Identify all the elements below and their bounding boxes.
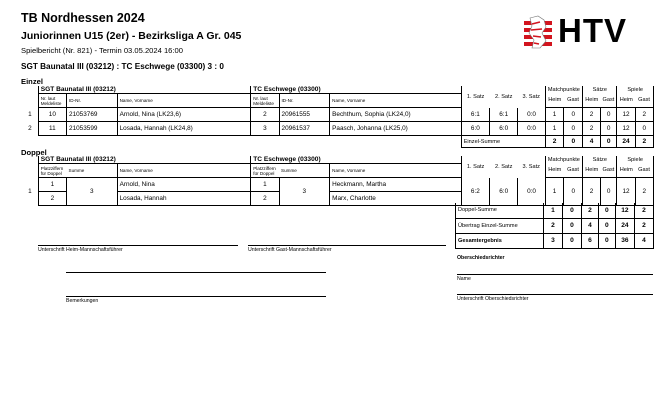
doubles-table — [22, 156, 654, 206]
mp-guest: 0 — [564, 122, 583, 136]
set3-score: 0:0 — [518, 178, 545, 206]
row-index: 1 — [28, 111, 32, 118]
sum-sets-home: 4 — [583, 136, 601, 148]
games-guest: 2 — [635, 178, 653, 206]
col-sets: Sätze — [583, 156, 617, 164]
gesamt-row — [456, 233, 654, 248]
guest-nr: 3 — [251, 122, 279, 136]
col-set1: 1. Satz — [461, 156, 489, 178]
row-index: 2 — [28, 125, 32, 132]
col-id-guest: ID-Nr. — [279, 94, 330, 108]
row-index: 1 — [28, 188, 32, 195]
col-places: Platzziffern für Doppel — [38, 164, 66, 178]
games-guest: 0 — [635, 122, 653, 136]
set1-score: 6:1 — [461, 108, 489, 122]
set1-score: 6:0 — [461, 122, 489, 136]
col-games: Spiele — [617, 156, 654, 164]
doppel-sum-label: Doppel-Summe — [456, 203, 544, 218]
col-name: Name, Vorname — [117, 94, 251, 108]
gesamt-label: Gesamtergebnis — [456, 233, 544, 248]
col-name-guest: Name, Vorname — [330, 94, 462, 108]
home-signature-line — [38, 245, 238, 246]
guest-player-1: Heckmann, Martha — [330, 178, 462, 192]
guest-signature-line — [248, 245, 446, 246]
doubles-home-team: SGT Baunatal III (03212) — [38, 156, 251, 164]
doppel-games-guest: 2 — [634, 203, 653, 218]
mp-home: 1 — [545, 122, 564, 136]
gesamt-sets-guest: 0 — [598, 233, 615, 248]
set2-score: 6:0 — [490, 122, 518, 136]
set1-score: 6:2 — [461, 178, 489, 206]
sum-mp-home: 2 — [545, 136, 564, 148]
doubles-guest-team: TC Eschwege (03300) — [251, 156, 462, 164]
mp-home: 1 — [545, 178, 564, 206]
uebertrag-games-home: 24 — [615, 218, 634, 233]
guest-player: Bechthum, Sophia (LK24,0) — [330, 108, 462, 122]
remarks-line-2 — [66, 296, 326, 297]
sum-games-guest: 2 — [635, 136, 653, 148]
home-signature-label: Unterschrift Heim-Mannschaftsführer — [38, 247, 123, 253]
set3-score: 0:0 — [518, 108, 545, 122]
gesamt-mp-guest: 0 — [562, 233, 581, 248]
guest-place-sum: 3 — [279, 178, 330, 206]
gesamt-games-guest: 4 — [634, 233, 653, 248]
doppel-sets-home: 2 — [581, 203, 598, 218]
uebertrag-sets-home: 4 — [581, 218, 598, 233]
gesamt-mp-home: 3 — [543, 233, 562, 248]
col-set1: 1. Satz — [461, 86, 489, 108]
sets-guest: 0 — [600, 178, 617, 206]
referee-name-line — [457, 274, 653, 275]
col-mp-home: Heim — [545, 164, 564, 178]
singles-home-team: SGT Baunatal III (03212) — [38, 86, 251, 94]
col-sets: Sätze — [583, 86, 617, 94]
remarks-label: Bemerkungen — [66, 298, 99, 304]
home-nr: 10 — [38, 108, 66, 122]
home-place-1: 1 — [38, 178, 66, 192]
col-games: Spiele — [617, 86, 654, 94]
games-home: 12 — [617, 122, 635, 136]
col-name: Name, Vorname — [117, 164, 251, 178]
col-set3: 3. Satz — [522, 93, 540, 100]
set2-score: 6:1 — [490, 108, 518, 122]
singles-sum-label: Einzel-Summe — [461, 136, 545, 148]
mp-guest: 0 — [564, 108, 583, 122]
home-place-2: 2 — [38, 192, 66, 206]
doppel-mp-home: 1 — [543, 203, 562, 218]
col-sets-guest: Gast — [600, 164, 617, 178]
uebertrag-games-guest: 2 — [634, 218, 653, 233]
home-player: Arnold, Nina (LK23,6) — [117, 108, 251, 122]
col-sum: Summe — [67, 164, 118, 178]
guest-nr: 2 — [251, 108, 279, 122]
uebertrag-mp-home: 2 — [543, 218, 562, 233]
guest-id: 20961555 — [279, 108, 330, 122]
sets-home: 2 — [583, 108, 601, 122]
col-mp-home: Heim — [545, 94, 564, 108]
logo-text: HTV — [558, 12, 627, 49]
sets-guest: 0 — [600, 122, 617, 136]
singles-sum-row — [22, 136, 654, 148]
col-sets-guest: Gast — [600, 94, 617, 108]
col-sum-guest: Summe — [279, 164, 330, 178]
doppel-games-home: 12 — [615, 203, 634, 218]
col-set2: 2. Satz — [494, 93, 513, 100]
table-row — [22, 178, 654, 192]
mp-guest: 0 — [564, 178, 583, 206]
doppel-mp-guest: 0 — [562, 203, 581, 218]
home-id: 21053769 — [67, 108, 118, 122]
col-games-home: Heim — [617, 164, 635, 178]
col-sets-home: Heim — [583, 164, 601, 178]
home-player: Losada, Hannah (LK24,8) — [117, 122, 251, 136]
sets-guest: 0 — [600, 108, 617, 122]
games-home: 12 — [617, 108, 635, 122]
games-home: 12 — [617, 178, 635, 206]
sum-sets-guest: 0 — [600, 136, 617, 148]
home-place-sum: 3 — [67, 178, 118, 206]
gesamt-games-home: 36 — [615, 233, 634, 248]
uebertrag-sets-guest: 0 — [598, 218, 615, 233]
guest-player: Paasch, Johanna (LK25,0) — [330, 122, 462, 136]
totals-table — [455, 203, 654, 249]
mp-home: 1 — [545, 108, 564, 122]
col-mp-guest: Gast — [564, 164, 583, 178]
col-places-guest: Platzziffern für Doppel — [251, 164, 279, 178]
table-row — [22, 108, 654, 122]
doppel-sum-row — [456, 203, 654, 218]
col-id: ID-Nr. — [67, 94, 118, 108]
table-row — [22, 122, 654, 136]
set3-score: 0:0 — [518, 122, 545, 136]
col-nr: Nr. laut Meldeliste — [38, 94, 66, 108]
uebertrag-row — [456, 218, 654, 233]
col-nr-guest: Nr. laut Meldeliste — [251, 94, 279, 108]
hessen-lion-icon — [520, 15, 556, 51]
col-sets-home: Heim — [583, 94, 601, 108]
sum-mp-guest: 0 — [564, 136, 583, 148]
league-subtitle: Juniorinnen U15 (2er) - Bezirksliga A Gr. 045 — [21, 30, 242, 42]
games-guest: 2 — [635, 108, 653, 122]
guest-id: 20961537 — [279, 122, 330, 136]
singles-guest-team: TC Eschwege (03300) — [251, 86, 462, 94]
col-games-guest: Gast — [635, 164, 653, 178]
col-matchpoints: Matchpunkte — [545, 86, 582, 94]
col-games-guest: Gast — [635, 94, 653, 108]
home-id: 21053599 — [67, 122, 118, 136]
referee-name-label: Name — [457, 276, 471, 282]
match-result: SGT Baunatal III (03212) : TC Eschwege (03300) 3 : 0 — [21, 62, 224, 71]
guest-player-2: Marx, Charlotte — [330, 192, 462, 206]
sets-home: 2 — [583, 178, 601, 206]
guest-place-1: 1 — [251, 178, 279, 192]
col-name-guest: Name, Vorname — [330, 164, 462, 178]
home-player-2: Losada, Hannah — [117, 192, 251, 206]
set2-score: 6:0 — [490, 178, 518, 206]
referee-title: Oberschiedsrichter — [457, 255, 505, 261]
col-set2: 2. Satz — [494, 163, 513, 170]
singles-table — [22, 86, 654, 148]
htv-logo — [520, 12, 650, 49]
remarks-line-1 — [66, 272, 326, 273]
home-nr: 11 — [38, 122, 66, 136]
uebertrag-mp-guest: 0 — [562, 218, 581, 233]
guest-place-2: 2 — [251, 192, 279, 206]
sum-games-home: 24 — [617, 136, 635, 148]
col-games-home: Heim — [617, 94, 635, 108]
singles-heading: Einzel — [21, 77, 43, 86]
col-matchpoints: Matchpunkte — [545, 156, 582, 164]
col-set3: 3. Satz — [522, 163, 540, 170]
referee-sign-line — [457, 294, 653, 295]
home-player-1: Arnold, Nina — [117, 178, 251, 192]
guest-signature-label: Unterschrift Gast-Mannschaftsführer — [248, 247, 332, 253]
doppel-sets-guest: 0 — [598, 203, 615, 218]
sets-home: 2 — [583, 122, 601, 136]
uebertrag-label: Übertrag Einzel-Summe — [456, 218, 544, 233]
page-title: TB Nordhessen 2024 — [21, 11, 145, 25]
referee-sign-label: Unterschrift Oberschiedsrichter — [457, 296, 529, 302]
report-info: Spielbericht (Nr. 821) - Termin 03.05.2024 16:00 — [21, 46, 183, 55]
doubles-heading: Doppel — [21, 148, 47, 157]
gesamt-sets-home: 6 — [581, 233, 598, 248]
col-mp-guest: Gast — [564, 94, 583, 108]
